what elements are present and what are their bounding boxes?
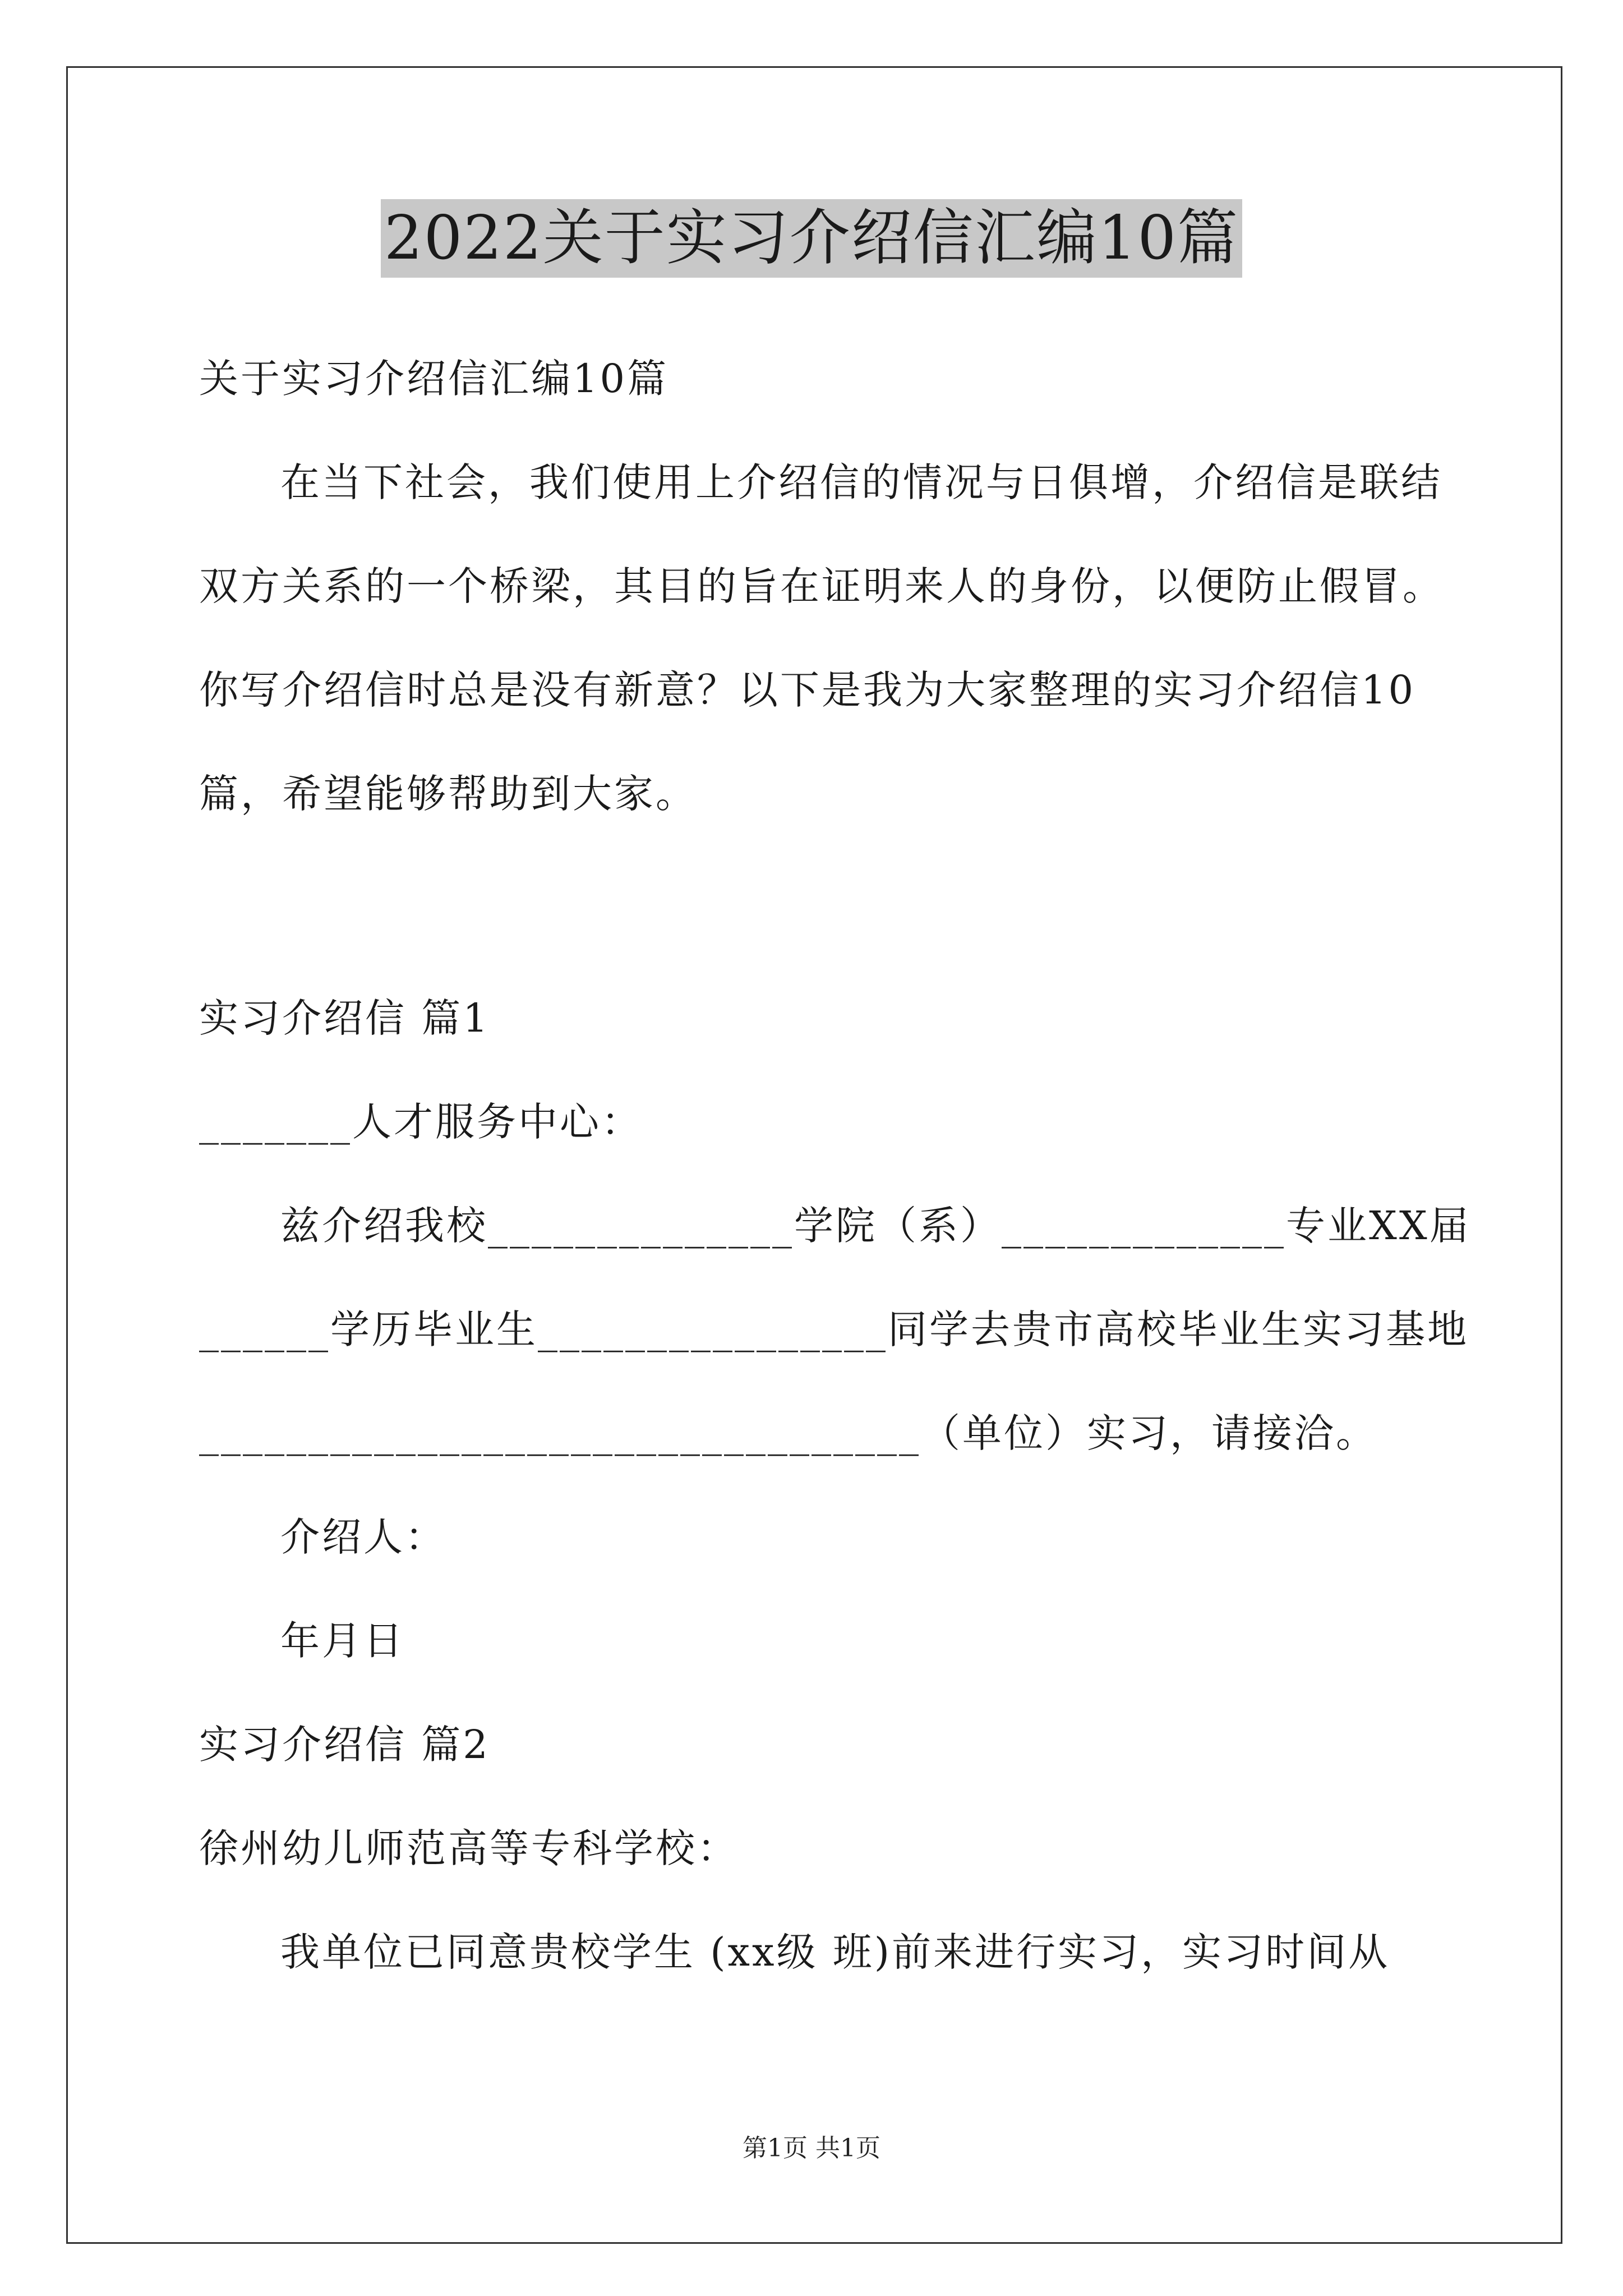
- introducer-line: 介绍人：: [280, 1514, 446, 1560]
- page-footer: 第1页 共1页: [743, 2134, 880, 2162]
- paragraph-line: 你写介绍信时总是没有新意？以下是我为大家整理的实习介绍信10: [199, 667, 1416, 713]
- letter-body-line: 兹介绍我校______________学院（系）_____________专业XX届: [280, 1203, 1471, 1249]
- salutation-line: 徐州幼儿师范高等专科学校：: [199, 1825, 739, 1871]
- subtitle-line: 关于实习介绍信汇编10篇: [199, 356, 669, 402]
- paragraph-line: 双方关系的一个桥梁，其目的旨在证明来人的身份，以便防止假冒。: [199, 563, 1444, 609]
- section-heading: 实习介绍信 篇1: [199, 995, 490, 1041]
- paragraph-line: 篇，希望能够帮助到大家。: [199, 771, 697, 817]
- letter-body-line: _________________________________（单位）实习，请接洽。: [199, 1410, 1377, 1456]
- document-title: 2022关于实习介绍信汇编10篇: [381, 199, 1242, 278]
- title-container: [0, 199, 1623, 278]
- letter-body-line: ______学历毕业生________________同学去贵市高校毕业生实习基地: [199, 1306, 1469, 1352]
- section-heading: 实习介绍信 篇2: [199, 1722, 490, 1768]
- salutation-line: _______人才服务中心：: [199, 1099, 643, 1145]
- letter-body-line: 我单位已同意贵校学生 (xx级 班)前来进行实习，实习时间从: [280, 1929, 1390, 1975]
- date-line: 年月日: [280, 1618, 405, 1664]
- paragraph-line: 在当下社会，我们使用上介绍信的情况与日俱增，介绍信是联结: [280, 459, 1442, 505]
